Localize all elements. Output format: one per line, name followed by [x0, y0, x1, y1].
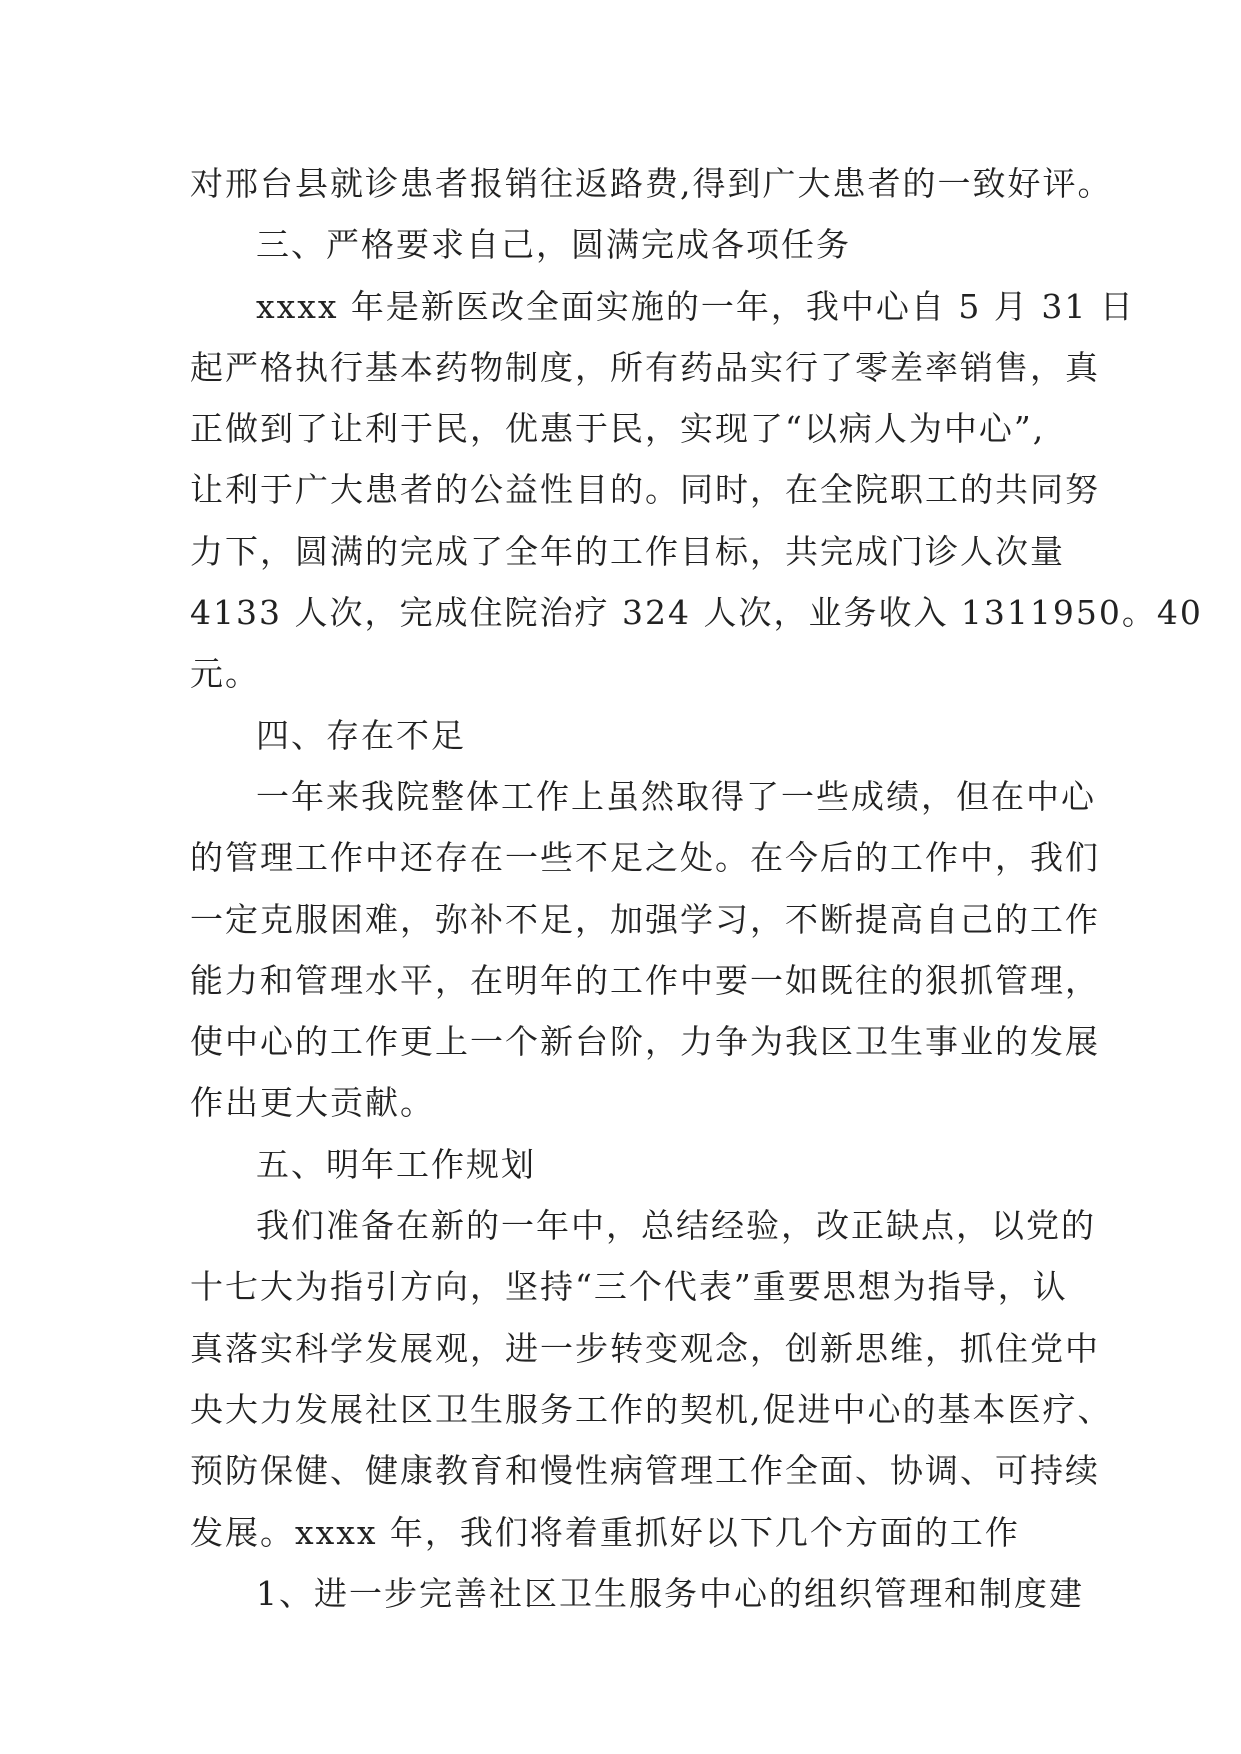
text-line: 起严格执行基本药物制度，所有药品实行了零差率销售，真 [190, 347, 1100, 387]
text-line: 的管理工作中还存在一些不足之处。在今后的工作中，我们 [190, 838, 1100, 878]
text-line: 正做到了让利于民，优惠于民，实现了“以病人为中心”, [190, 409, 1046, 449]
text-line: 能力和管理水平，在明年的工作中要一如既往的狠抓管理， [190, 960, 1100, 1000]
paragraph-first-line: 一年来我院整体工作上虽然取得了一些成绩，但在中心 [256, 776, 1096, 816]
text-line: 十七大为指引方向，坚持“三个代表”重要思想为指导，认 [190, 1267, 1068, 1307]
text-line: 力下，圆满的完成了全年的工作目标，共完成门诊人次量 [190, 531, 1065, 571]
text-line: 真落实科学发展观，进一步转变观念，创新思维，抓住党中 [190, 1328, 1100, 1368]
text-line: 元。 [190, 654, 260, 694]
paragraph-first-line: 我们准备在新的一年中，总结经验，改正缺点，以党的 [256, 1206, 1096, 1246]
text-line: 发展。xxxx 年，我们将着重抓好以下几个方面的工作 [190, 1512, 1020, 1552]
text-line: 作出更大贡献。 [190, 1083, 435, 1123]
paragraph-first-line: 四、存在不足 [256, 715, 466, 755]
body-text [190, 153, 1203, 1624]
text-line: 央大力发展社区卫生服务工作的契机,促进中心的基本医疗、 [190, 1389, 1113, 1429]
text-line: 使中心的工作更上一个新台阶，力争为我区卫生事业的发展 [190, 1022, 1100, 1062]
paragraph-first-line: xxxx 年是新医改全面实施的一年，我中心自 5 月 31 日 [256, 286, 1135, 326]
paragraph-first-line: 三、严格要求自己，圆满完成各项任务 [256, 225, 851, 265]
paragraph-first-line: 1、进一步完善社区卫生服务中心的组织管理和制度建 [256, 1573, 1084, 1613]
text-line: 对邢台县就诊患者报销往返路费,得到广大患者的一致好评。 [190, 164, 1113, 203]
paragraph-first-line: 五、明年工作规划 [256, 1144, 536, 1184]
text-line: 预防保健、健康教育和慢性病管理工作全面、协调、可持续 [190, 1451, 1100, 1491]
text-line: 让利于广大患者的公益性目的。同时，在全院职工的共同努 [190, 470, 1100, 510]
text-line: 一定克服困难，弥补不足，加强学习，不断提高自己的工作 [190, 899, 1100, 939]
text-line: 4133 人次，完成住院治疗 324 人次，业务收入 1311950。40 [190, 593, 1203, 633]
